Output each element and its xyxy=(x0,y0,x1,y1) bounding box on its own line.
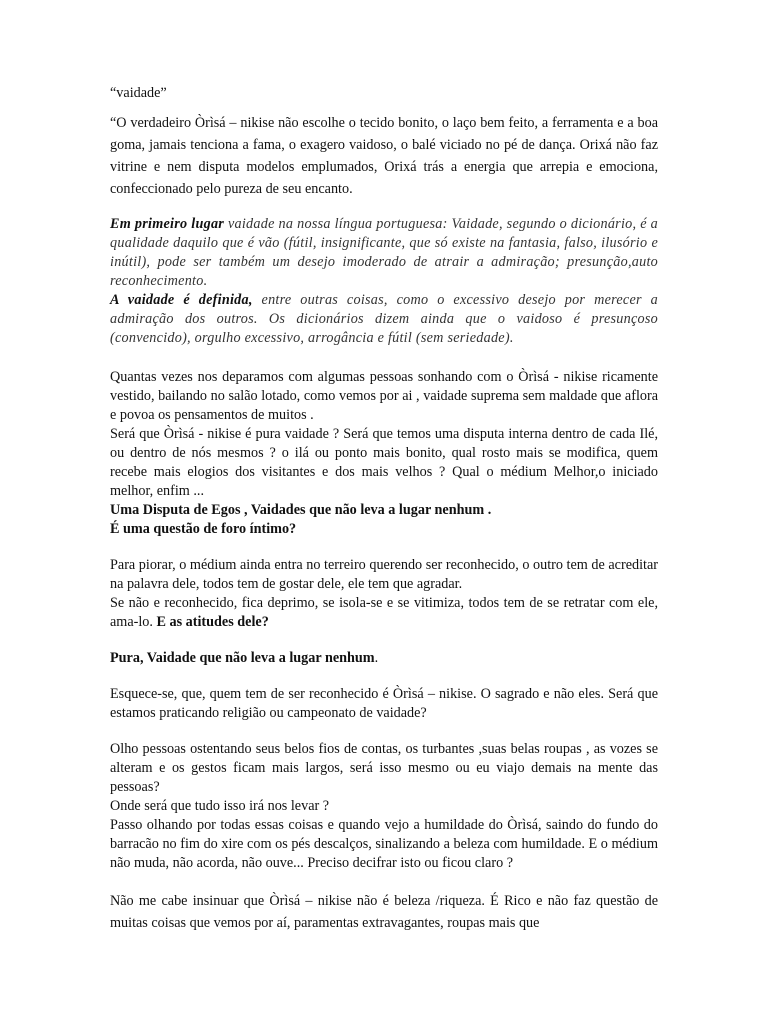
spacer xyxy=(110,539,658,556)
spacer xyxy=(110,632,658,649)
spacer xyxy=(110,348,658,368)
definition-section xyxy=(110,215,658,348)
definition-paragraph-2 xyxy=(110,291,658,348)
definition-paragraph-1 xyxy=(110,215,658,291)
ego-dispute-text: Uma Disputa de Egos , Vaidades que não leva a lugar nenhum . xyxy=(110,502,492,518)
spacer xyxy=(110,873,658,890)
spacer xyxy=(110,723,658,740)
pure-vanity-text: Pura, Vaidade que não leva a lugar nenhum xyxy=(110,650,375,666)
intimate-question-text: É uma questão de foro íntimo? xyxy=(110,521,297,537)
definition-1-text: vaidade na nossa língua portuguesa: Vaidade, segundo o dicionário, é a qualidade daquilo que é vão (fútil, insignificante, que só existe na fantasia, falso, ilusório e inútil), pode ser também um desejo imoderado de atrair a admiração; presunção,auto reconhecimento. xyxy=(110,216,658,289)
intro-paragraph: “O verdadeiro Òrìsá – nikise não escolhe o tecido bonito, o laço bem feito, a ferramenta e a boa goma, jamais tenciona a fama, o exagero vaidoso, o balé viciado no pé de dança. Orixá não faz vitrine e nem disputa modelos emplumados, Orixá trás a energia que arrepia e emociona, confeccionado pelo pureza de seu encanto. xyxy=(110,115,658,197)
document-title: “vaidade” xyxy=(110,85,167,101)
body-paragraph-8: Passo olhando por todas essas coisas e quando vejo a humildade do Òrìsá, saindo do fundo do barracão no fim do xire com os pés descalços, sinalizando a beleza com humildade. E o médium não muda, não acorda, não ouve... Preciso decifrar isto ou ficou claro ? xyxy=(110,817,658,871)
intimate-question-heading xyxy=(110,520,658,539)
pure-vanity-period: . xyxy=(374,650,379,666)
ego-dispute-heading xyxy=(110,501,658,520)
body-paragraph-3: Para piorar, o médium ainda entra no terreiro querendo ser reconhecido, o outro tem de acreditar na palavra dele, todos tem de gostar dele, ele tem que agradar. xyxy=(110,557,658,592)
attitudes-question: E as atitudes dele? xyxy=(156,614,269,630)
body-paragraph-2: Será que Òrìsá - nikise é pura vaidade ? Será que temos uma disputa interna dentro de cada Ilé, ou dentro de nós mesmos ? o ilá ou ponto mais bonito, qual rosto mais se modifica, quem recebe mais elogios dos visitantes e dos mais velhos ? Qual o médium Melhor,o iniciado melhor, enfim ... xyxy=(110,426,658,499)
definition-1-heading: Em primeiro lugar xyxy=(110,216,225,232)
definition-2-heading: A vaidade é definida, xyxy=(110,292,253,308)
body-paragraph-4 xyxy=(110,594,658,632)
definition-2-text: entre outras coisas, como o excessivo desejo por merecer a admiração dos outros. Os dicionários dizem ainda que o vaidoso é presunçoso (convencido), orgulho excessivo, arrogância e fútil (sem seriedade). xyxy=(110,292,658,346)
pure-vanity-heading xyxy=(110,649,658,668)
document-page xyxy=(110,84,658,934)
body-paragraph-4-text: Se não e reconhecido, fica deprimo, se isola-se e se vitimiza, todos tem de se retratar com ele, ama-lo. xyxy=(110,595,658,630)
body-paragraph-5: Esquece-se, que, quem tem de ser reconhecido é Òrìsá – nikise. O sagrado e não eles. Será que estamos praticando religião ou campeonato de vaidade? xyxy=(110,686,658,721)
body-paragraph-9: Não me cabe insinuar que Òrìsá – nikise não é beleza /riqueza. É Rico e não faz questão de muitas coisas que vemos por aí, paramentas extravagantes, roupas mais que xyxy=(110,893,658,931)
body-paragraph-7: Onde será que tudo isso irá nos levar ? xyxy=(110,798,330,814)
body-section xyxy=(110,368,658,934)
body-paragraph-6: Olho pessoas ostentando seus belos fios de contas, os turbantes ,suas belas roupas , as vozes se alteram e os gestos ficam mais largos, será isso mesmo ou eu viajo demais na mente das pessoas? xyxy=(110,741,658,795)
body-paragraph-1: Quantas vezes nos deparamos com algumas pessoas sonhando com o Òrìsá - nikise ricamente vestido, bailando no salão lotado, como vemos por ai , vaidade suprema sem maldade que aflora e povoa os pensamentos de muitos . xyxy=(110,369,658,423)
spacer xyxy=(110,668,658,685)
